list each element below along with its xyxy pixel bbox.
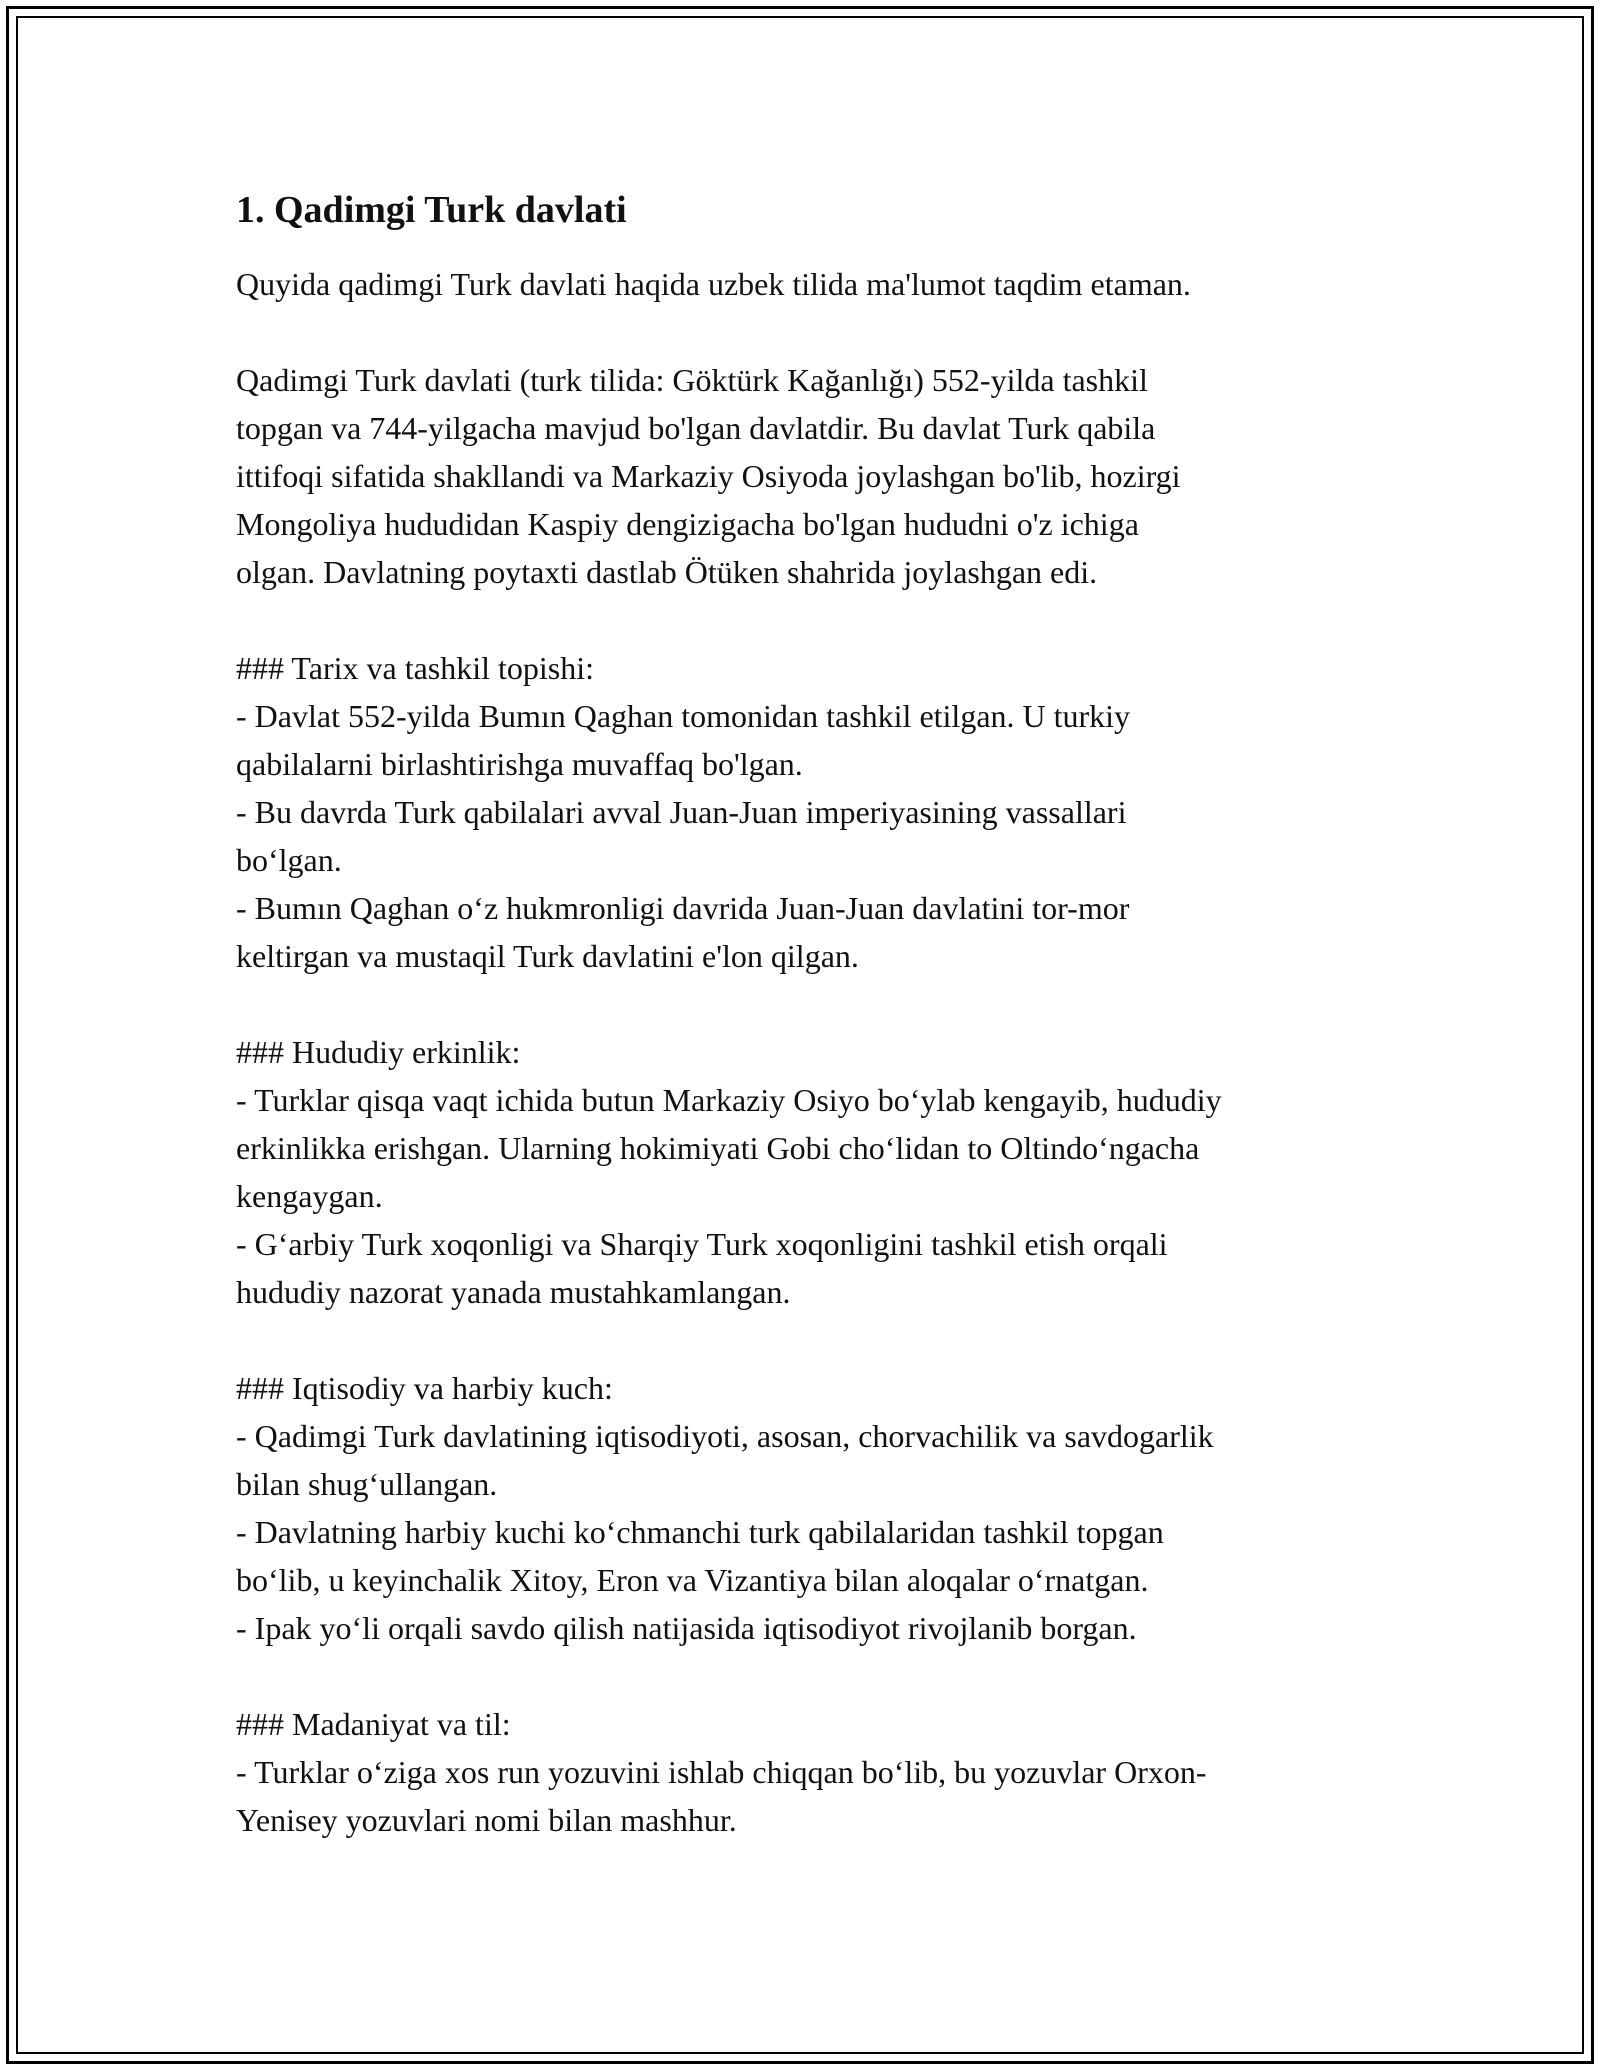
overview-line: Qadimgi Turk davlati (turk tilida: Göktürk Kağanlığı) 552-yilda tashkil: [236, 362, 1148, 398]
overview-line: ittifoqi sifatida shakllandi va Markaziy Osiyoda joylashgan bo'lib, hozirgi: [236, 458, 1181, 494]
section-heading: ### Hududiy erkinlik:: [236, 1034, 521, 1070]
section-line: hududiy nazorat yanada mustahkamlangan.: [236, 1274, 791, 1310]
section-line: - G‘arbiy Turk xoqonligi va Sharqiy Turk xoqonligini tashkil etish orqali: [236, 1226, 1168, 1262]
intro-paragraph: Quyida qadimgi Turk davlati haqida uzbek tilida ma'lumot taqdim etaman.: [236, 266, 1191, 302]
section-line: bo‘lgan.: [236, 842, 342, 878]
section-heading: ### Iqtisodiy va harbiy kuch:: [236, 1370, 613, 1406]
section-heading: ### Tarix va tashkil topishi:: [236, 650, 595, 686]
section-line: qabilalarni birlashtirishga muvaffaq bo'lgan.: [236, 746, 803, 782]
overview-paragraph: [236, 356, 1376, 596]
section-line: - Turklar qisqa vaqt ichida butun Markaziy Osiyo bo‘ylab kengayib, hududiy: [236, 1082, 1222, 1118]
section-line: - Davlatning harbiy kuchi ko‘chmanchi turk qabilalaridan tashkil topgan: [236, 1514, 1164, 1550]
section-culture: [236, 1700, 1376, 1844]
paragraph-spacer: [236, 980, 1376, 1028]
section-heading: ### Madaniyat va til:: [236, 1706, 511, 1742]
section-line: - Qadimgi Turk davlatining iqtisodiyoti, asosan, chorvachilik va savdogarlik: [236, 1418, 1214, 1454]
section-line: bilan shug‘ullangan.: [236, 1466, 498, 1502]
section-line: bo‘lib, u keyinchalik Xitoy, Eron va Vizantiya bilan aloqalar o‘rnatgan.: [236, 1562, 1149, 1598]
paragraph-spacer: [236, 1652, 1376, 1700]
section-line: - Bu davrda Turk qabilalari avval Juan-Juan imperiyasining vassallari: [236, 794, 1127, 830]
overview-line: Mongoliya hududidan Kaspiy dengizigacha bo'lgan hududni o'z ichiga: [236, 506, 1139, 542]
section-line: - Bumın Qaghan o‘z hukmronligi davrida Juan-Juan davlatini tor-mor: [236, 890, 1130, 926]
section-line: keltirgan va mustaqil Turk davlatini e'lon qilgan.: [236, 938, 859, 974]
section-line: kengaygan.: [236, 1178, 383, 1214]
section-line: erkinlikka erishgan. Ularning hokimiyati Gobi cho‘lidan to Oltindo‘ngacha: [236, 1130, 1200, 1166]
paragraph-spacer: [236, 596, 1376, 644]
section-economy: [236, 1364, 1376, 1652]
document-title: 1. Qadimgi Turk davlati: [236, 189, 627, 231]
section-territory: [236, 1028, 1376, 1316]
document-body: [236, 186, 1376, 1844]
paragraph-spacer: [236, 1316, 1376, 1364]
section-line: - Davlat 552-yilda Bumın Qaghan tomonidan tashkil etilgan. U turkiy: [236, 698, 1131, 734]
section-line: - Ipak yo‘li orqali savdo qilish natijasida iqtisodiyot rivojlanib borgan.: [236, 1610, 1137, 1646]
section-line: Yenisey yozuvlari nomi bilan mashhur.: [236, 1802, 737, 1838]
section-history: [236, 644, 1376, 980]
paragraph-spacer: [236, 308, 1376, 356]
section-line: - Turklar o‘ziga xos run yozuvini ishlab chiqqan bo‘lib, bu yozuvlar Orxon-: [236, 1754, 1207, 1790]
overview-line: topgan va 744-yilgacha mavjud bo'lgan davlatdir. Bu davlat Turk qabila: [236, 410, 1156, 446]
overview-line: olgan. Davlatning poytaxti dastlab Ötüken shahrida joylashgan edi.: [236, 554, 1098, 590]
